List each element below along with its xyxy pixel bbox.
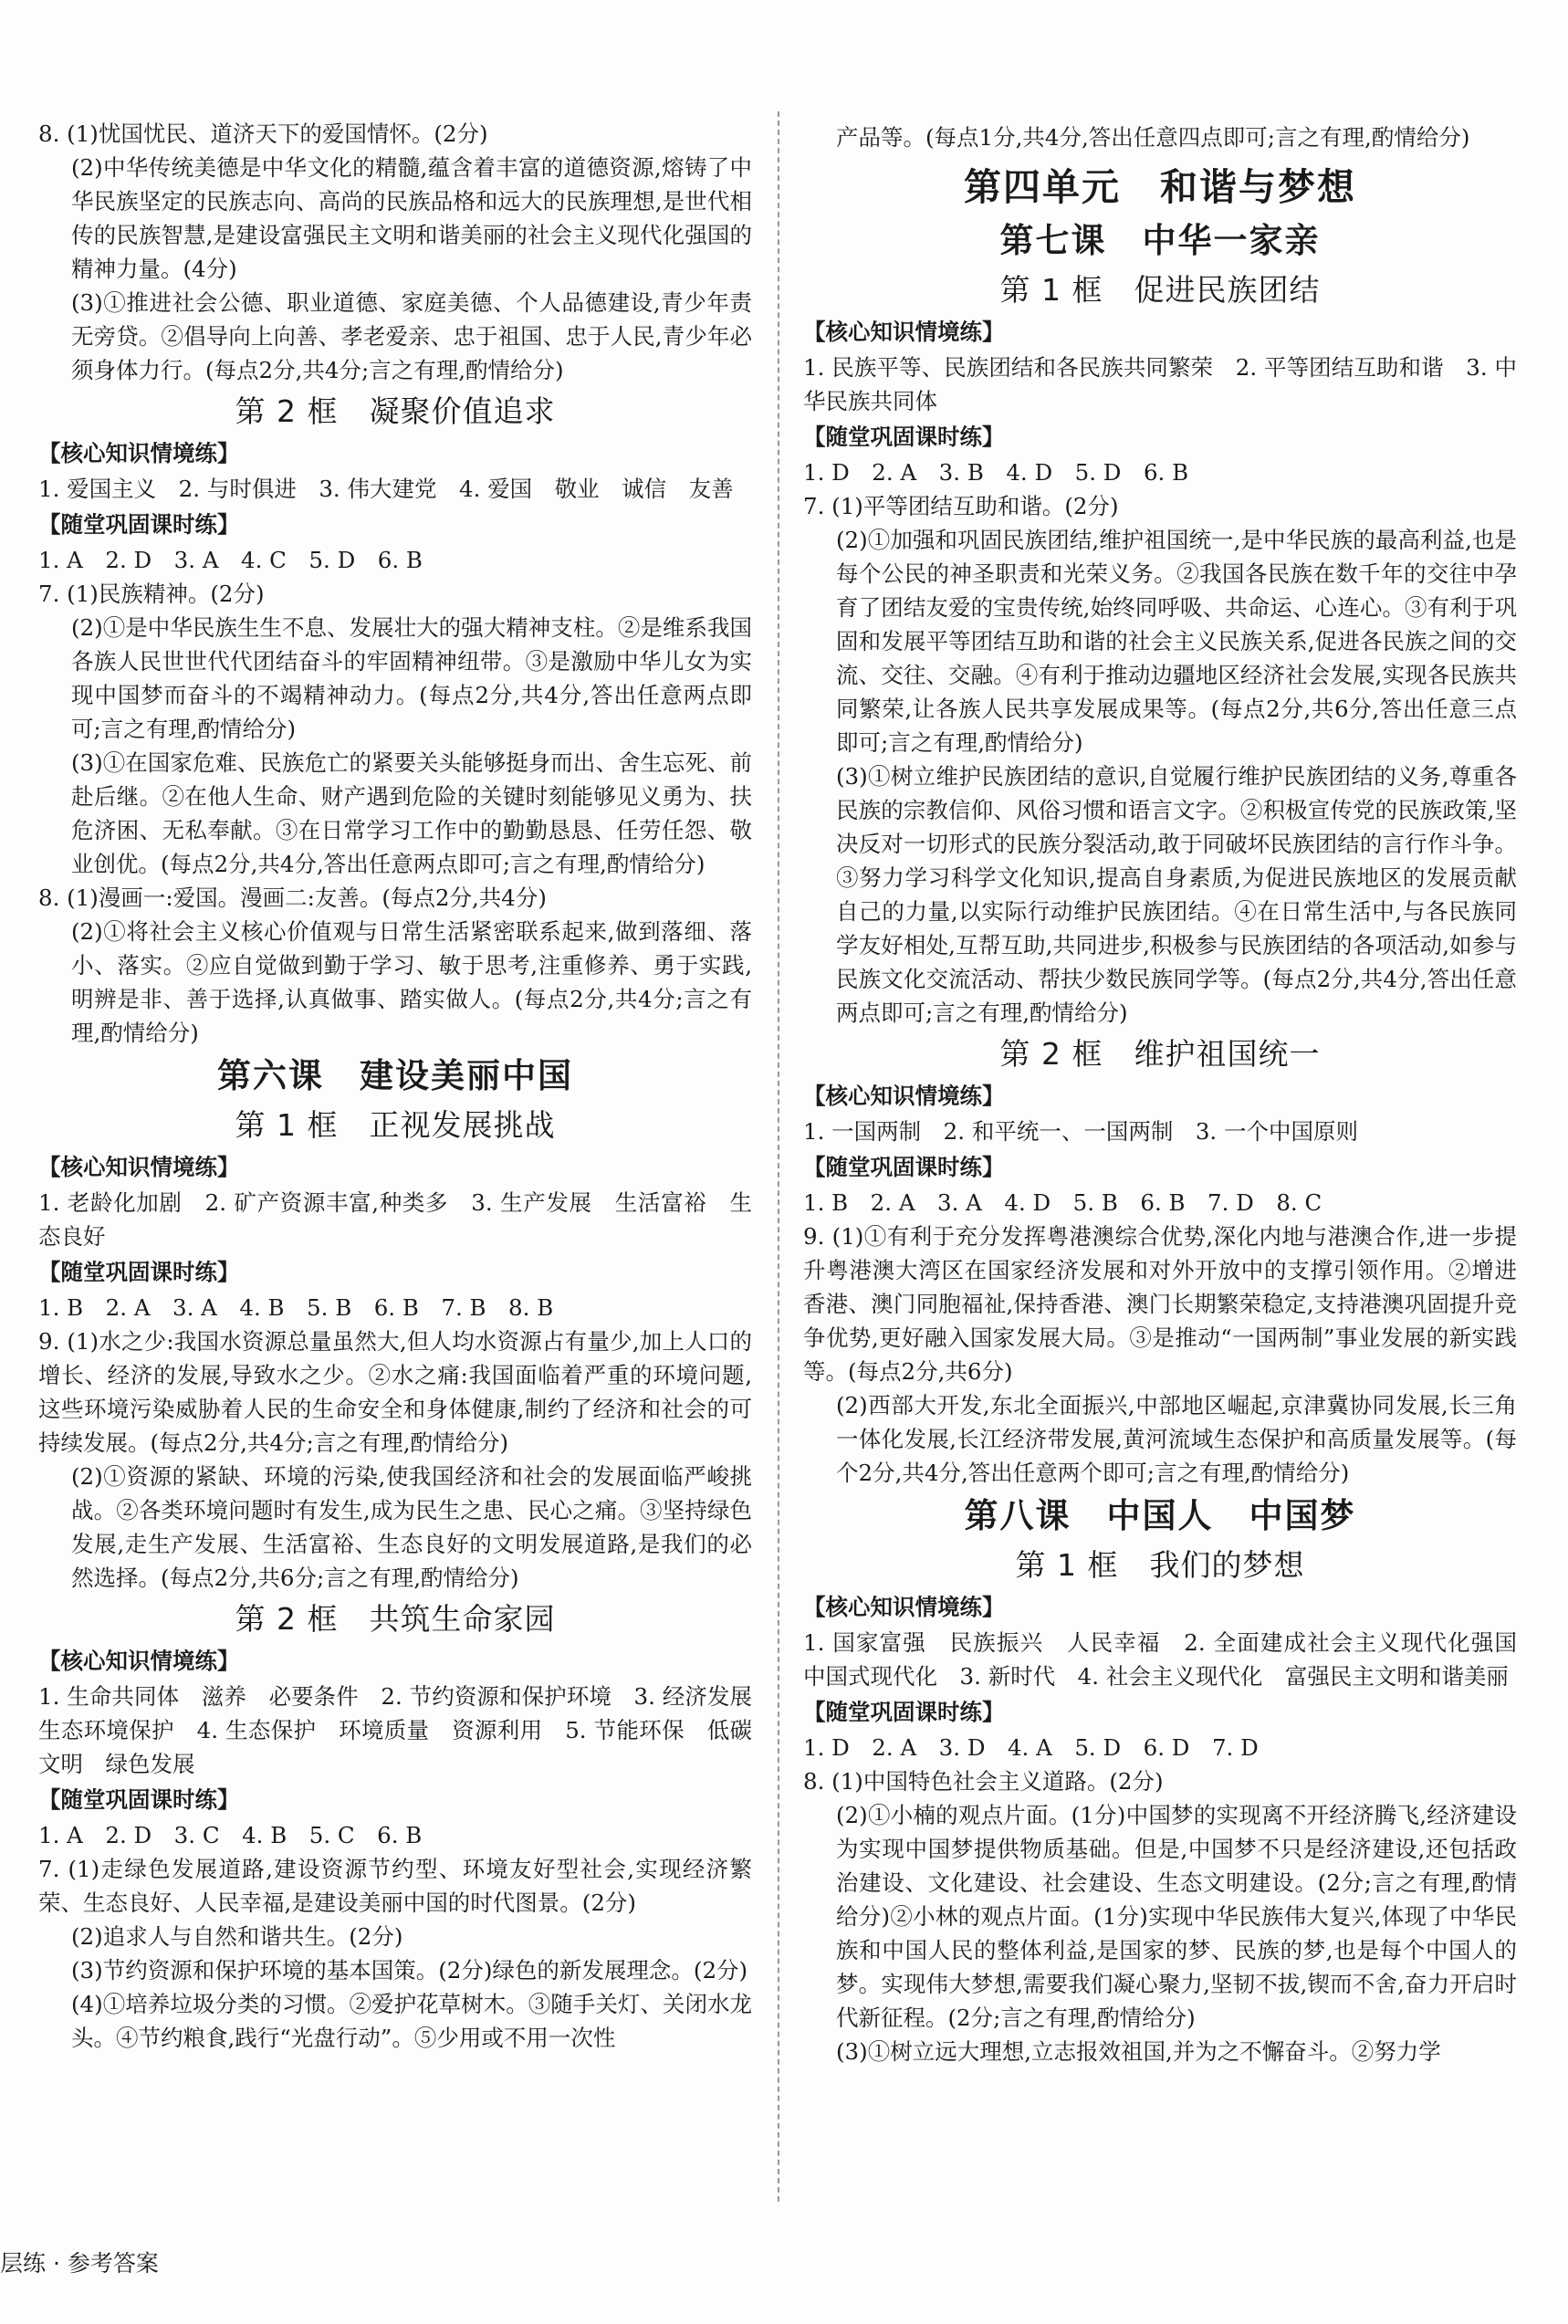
answer-text: 1. 爱国主义 2. 与时俱进 3. 伟大建党 4. 爱国 敬业 诚信 友善	[38, 476, 734, 502]
answer-text: (2)①小楠的观点片面。(1分)中国梦的实现离不开经济腾飞,经济建设为实现中国梦提供物质基础。但是,中国梦不只是经济建设,还包括政治建设、文化建设、社会建设、生态文明建设。(2分;言之有理,酌情给分)②小林的观点片面。(1分)实现中华民族伟大复兴,体现了中华民族和中国人民的整体利益,是国家的梦、民族的梦,也是每个中国人的梦。实现伟大梦想,需要我们凝心聚力,坚韧不拔,锲而不舍,奋力开启时代新征程。(2分;言之有理,酌情给分)	[836, 1802, 1517, 2031]
answer-text: 9. (1)①有利于充分发挥粤港澳综合优势,深化内地与港澳合作,进一步提升粤港澳大湾区在国家经济发展和对外开放中的支撑引领作用。②增进香港、澳门同胞福祉,保持香港、澳门长期繁荣稳定,支持港澳巩固提升竞争优势,更好融入国家发展大局。③是推动“一国两制”事业发展的新实践等。(每点2分,共6分)	[803, 1223, 1517, 1385]
section-label: 【 核心知识情境练 】	[803, 1590, 1517, 1624]
answer-text: (2)①将社会主义核心价值观与日常生活紧密联系起来,做到落细、落小、落实。②应自觉做到勤于学习、敏于思考,注重修养、勇于实践,明辨是非、善于选择,认真做事、踏实做人。(每点2分,共4分;言之有理,酌情给分)	[71, 918, 752, 1046]
answer-text: (3)节约资源和保护环境的基本国策。(2分)绿色的新发展理念。(2分)	[71, 1957, 748, 1984]
frame-title: 第 2 框 凝聚价值追求	[235, 393, 556, 429]
frame-title: 第 1 框 正视发展挑战	[235, 1107, 556, 1143]
section-label: 【 随堂巩固课时练 】	[38, 508, 752, 541]
lesson-title: 第七课 中华一家亲	[999, 221, 1321, 260]
answer-text: (3)①推进社会公德、职业道德、家庭美德、个人品德建设,青少年责无旁贷。②倡导向上向善、孝老爱亲、忠于祖国、忠于人民,青少年必须身体力行。(每点2分,共4分;言之有理,酌情给分)	[71, 289, 752, 383]
page-footer: 层练 · 参考答案	[0, 2250, 159, 2277]
section-label: 【 核心知识情境练 】	[38, 1644, 752, 1678]
answer-text: 1. 民族平等、民族团结和各民族共同繁荣 2. 平等团结互助和谐 3. 中华民族共同体	[803, 354, 1517, 414]
section-label: 【 核心知识情境练 】	[803, 315, 1517, 349]
answer-text: 1. B 2. A 3. A 4. B 5. B 6. B 7. B 8. B	[38, 1294, 554, 1321]
column-divider	[778, 111, 779, 2202]
frame-title: 第 1 框 促进民族团结	[999, 272, 1321, 308]
answer-text: (2)西部大开发,东北全面振兴,中部地区崛起,京津冀协同发展,长三角一体化发展,长江经济带发展,黄河流域生态保护和高质量发展等。(每个2分,共4分,答出任意两个即可;言之有理,酌情给分)	[836, 1392, 1517, 1486]
answer-text: (2)①资源的紧缺、环境的污染,使我国经济和社会的发展面临严峻挑战。②各类环境问题时有发生,成为民生之患、民心之痛。③坚持绿色发展,走生产发展、生活富裕、生态良好的文明发展道路,是我们的必然选择。(每点2分,共6分;言之有理,酌情给分)	[71, 1463, 752, 1591]
answer-text: (2)中华传统美德是中华文化的精髓,蕴含着丰富的道德资源,熔铸了中华民族坚定的民族志向、高尚的民族品格和远大的民族理想,是世代相传的民族智慧,是建设富强民主文明和谐美丽的社会主义现代化强国的精神力量。(4分)	[71, 154, 752, 282]
section-label: 【 随堂巩固课时练 】	[803, 1150, 1517, 1184]
right-column	[803, 120, 1540, 2068]
section-label: 【 随堂巩固课时练 】	[38, 1255, 752, 1289]
answer-text: 1. A 2. D 3. C 4. B 5. C 6. B	[38, 1822, 423, 1848]
section-label: 【 随堂巩固课时练 】	[803, 1695, 1517, 1729]
section-label: 【 随堂巩固课时练 】	[38, 1783, 752, 1816]
answer-text: 1. 一国两制 2. 和平统一、一国两制 3. 一个中国原则	[803, 1118, 1358, 1145]
section-label: 【 核心知识情境练 】	[38, 436, 752, 470]
answer-text: 8. (1)中国特色社会主义道路。(2分)	[803, 1768, 1164, 1795]
answer-text: 8. (1)忧国忧民、道济天下的爱国情怀。(2分)	[38, 120, 488, 147]
lesson-title: 第六课 建设美丽中国	[217, 1056, 573, 1095]
answer-text: (3)①树立远大理想,立志报效祖国,并为之不懈奋斗。②努力学	[836, 2038, 1441, 2065]
answer-text: 7. (1)平等团结互助和谐。(2分)	[803, 493, 1119, 519]
answer-text: 产品等。(每点1分,共4分,答出任意四点即可;言之有理,酌情给分)	[836, 124, 1470, 151]
answer-text: (2)①是中华民族生生不息、发展壮大的强大精神支柱。②是维系我国各族人民世世代代团结奋斗的牢固精神纽带。③是激励中华儿女为实现中国梦而奋斗的不竭精神动力。(每点2分,共4分,答出任意两点即可;言之有理,酌情给分)	[71, 614, 752, 742]
unit-title: 第四单元 和谐与梦想	[964, 165, 1356, 209]
answer-text: 1. 老龄化加剧 2. 矿产资源丰富,种类多 3. 生产发展 生活富裕 生态良好	[38, 1189, 752, 1250]
frame-title: 第 2 框 共筑生命家园	[235, 1601, 556, 1637]
section-label: 【 核心知识情境练 】	[38, 1150, 752, 1184]
frame-title: 第 1 框 我们的梦想	[1015, 1547, 1305, 1583]
answer-text: 1. 国家富强 民族振兴 人民幸福 2. 全面建成社会主义现代化强国 中国式现代化 3. 新时代 4. 社会主义现代化 富强民主文明和谐美丽	[803, 1629, 1540, 1690]
left-column	[38, 117, 775, 2055]
answer-text: 8. (1)漫画一:爱国。漫画二:友善。(每点2分,共4分)	[38, 885, 547, 911]
answer-text: (3)①在国家危难、民族危亡的紧要关头能够挺身而出、舍生忘死、前赴后继。②在他人生命、财产遇到危险的关键时刻能够见义勇为、扶危济困、无私奉献。③在日常学习工作中的勤勤恳恳、任劳任怨、敬业创优。(每点2分,共4分,答出任意两点即可;言之有理,酌情给分)	[71, 749, 752, 877]
answer-text: 7. (1)民族精神。(2分)	[38, 581, 265, 607]
answer-text: 1. B 2. A 3. A 4. D 5. B 6. B 7. D 8. C	[803, 1189, 1322, 1216]
answer-text: 1. 生命共同体 滋养 必要条件 2. 节约资源和保护环境 3. 经济发展 生态环境保护 4. 生态保护 环境质量 资源利用 5. 节能环保 低碳 文明 绿色发展	[38, 1683, 775, 1777]
answer-text: 1. D 2. A 3. D 4. A 5. D 6. D 7. D	[803, 1734, 1259, 1761]
answer-text: 9. (1)水之少:我国水资源总量虽然大,但人均水资源占有量少,加上人口的增长、经济的发展,导致水之少。②水之痛:我国面临着严重的环境问题,这些环境污染威胁着人民的生命安全和身体健康,制约了经济和社会的可持续发展。(每点2分,共4分;言之有理,酌情给分)	[38, 1328, 752, 1456]
answer-text: (2)①加强和巩固民族团结,维护祖国统一,是中华民族的最高利益,也是每个公民的神圣职责和光荣义务。②我国各民族在数千年的交往中孕育了团结友爱的宝贵传统,始终同呼吸、共命运、心连心。③有利于巩固和发展平等团结互助和谐的社会主义民族关系,促进各民族之间的交流、交往、交融。④有利于推动边疆地区经济社会发展,实现各民族共同繁荣,让各族人民共享发展成果等。(每点2分,共6分,答出任意三点即可;言之有理,酌情给分)	[836, 527, 1517, 756]
answer-text: (4)①培养垃圾分类的习惯。②爱护花草树木。③随手关灯、关闭水龙头。④节约粮食,践行“光盘行动”。⑤少用或不用一次性	[71, 1991, 752, 2051]
section-label: 【 核心知识情境练 】	[803, 1079, 1517, 1113]
answer-text: 1. D 2. A 3. B 4. D 5. D 6. B	[803, 459, 1189, 486]
section-label: 【 随堂巩固课时练 】	[803, 420, 1517, 454]
lesson-title: 第八课 中国人 中国梦	[964, 1496, 1356, 1535]
frame-title: 第 2 框 维护祖国统一	[999, 1036, 1321, 1072]
answer-text: 7. (1)走绿色发展道路,建设资源节约型、环境友好型社会,实现经济繁荣、生态良好、人民幸福,是建设美丽中国的时代图景。(2分)	[38, 1856, 752, 1916]
answer-text: (3)①树立维护民族团结的意识,自觉履行维护民族团结的义务,尊重各民族的宗教信仰、风俗习惯和语言文字。②积极宣传党的民族政策,坚决反对一切形式的民族分裂活动,敢于同破坏民族团结的言行作斗争。③努力学习科学文化知识,提高自身素质,为促进民族地区的发展贡献自己的力量,以实际行动维护民族团结。④在日常生活中,与各民族同学友好相处,互帮互助,共同进步,积极参与民族团结的各项活动,如参与民族文化交流活动、帮扶少数民族同学等。(每点2分,共4分,答出任意两点即可;言之有理,酌情给分)	[836, 763, 1517, 1026]
answer-text: 1. A 2. D 3. A 4. C 5. D 6. B	[38, 547, 423, 573]
answer-text: (2)追求人与自然和谐共生。(2分)	[71, 1923, 403, 1950]
